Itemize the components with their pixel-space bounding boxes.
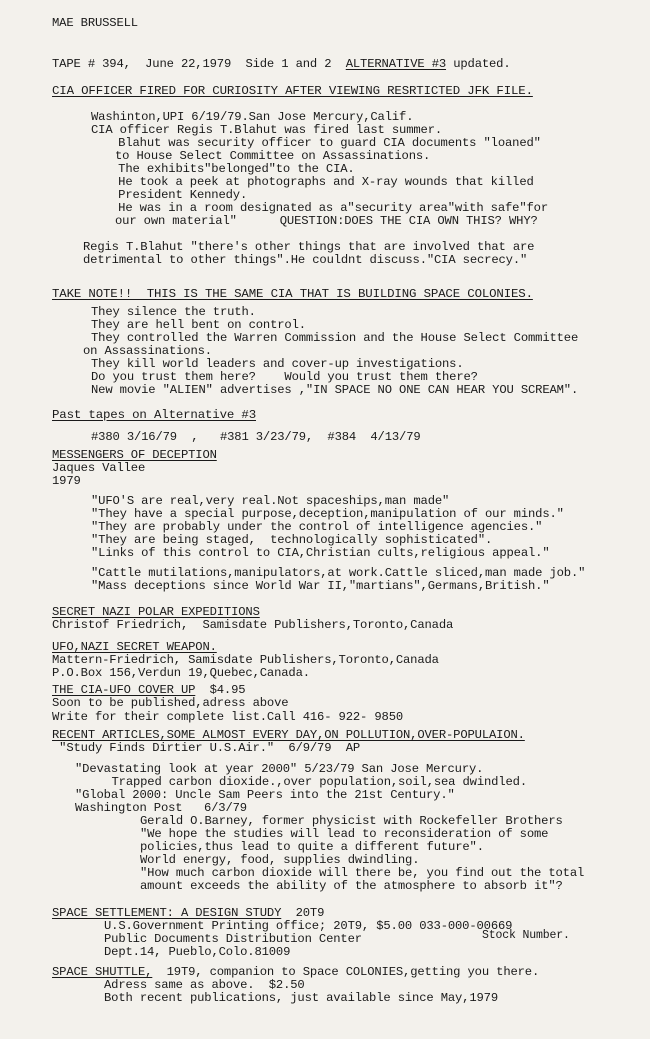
section8-line: Trapped carbon dioxide.,over population,soil,sea dwindled. [90,775,527,789]
section1-line: to House Select Committee on Assassinations. [115,149,431,163]
tape-tail: updated. [453,57,511,71]
section1-line: President Kennedy. [111,188,248,202]
tape-date: June 22,1979 [145,57,232,71]
section10-tail: 19T9, companion to Space COLONIES,getting you there. [166,965,540,979]
section6-line: P.O.Box 156,Verdun 19,Quebec,Canada. [52,666,310,680]
section8-line: "Study Finds Dirtier U.S.Air." 6/9/79 AP [52,741,361,755]
section2-line: They are hell bent on control. [91,318,306,332]
section8-line: "Devastating look at year 2000" 5/23/79 San Jose Mercury. [75,762,484,776]
section1-line: The exhibits"belonged"to the CIA. [111,162,355,176]
alternative-label: ALTERNATIVE #3 [345,57,447,71]
section8-line: "How much carbon dioxide will there be, you find out the total [140,866,585,880]
section1-line: our own material" QUESTION:DOES THE CIA OWN THIS? WHY? [115,214,538,228]
tape-line [52,58,511,71]
quote-line: "They are probably under the control of intelligence agencies." [91,520,543,534]
section2-line: on Assassinations. [83,344,212,358]
quote-line: "Links of this control to CIA,Christian cults,religious appeal." [91,546,550,560]
section8-line: Washington Post 6/3/79 [75,801,247,815]
section2-line: They controlled the Warren Commission and the House Select Committee [91,331,579,345]
section7-price: $4.95 [209,683,246,697]
section10-line: Adress same as above. $2.50 [104,978,305,992]
section7-line: Write for their complete list.Call 416- 922- 9850 [52,710,404,724]
section5-heading: SECRET NAZI POLAR EXPEDITIONS [52,605,260,619]
section9-line: Public Documents Distribution Center [104,932,362,946]
section8-heading: RECENT ARTICLES,SOME ALMOST EVERY DAY,ON POLLUTION,OVER-POPULAION. [52,728,525,742]
section5-line: Christof Friedrich, Samisdate Publishers,Toronto,Canada [52,618,454,632]
quote-line: "UFO'S are real,very real.Not spaceships,man made" [91,494,450,508]
section8-line: Gerald O.Barney, former physicist with Rockefeller Brothers [140,814,563,828]
section2-line: They kill world leaders and cover-up investigations. [91,357,464,371]
section2-line: Do you trust them here? Would you trust them there? [91,370,478,384]
section9-line: U.S.Government Printing office; 20T9, $5.00 033-000-00669 [104,919,513,933]
section6-heading: UFO,NAZI SECRET WEAPON. [52,640,217,654]
section8-line: World energy, food, supplies dwindling. [140,853,420,867]
section3-heading: Past tapes on Alternative #3 [52,408,256,422]
section1-line: Blahut was security officer to guard CIA documents "loaned" [111,136,541,150]
section2-line: They silence the truth. [91,305,256,319]
quote-line: "Cattle mutilations,manipulators,at work.Cattle sliced,man made job." [91,566,586,580]
section8-line: "We hope the studies will lead to reconsideration of some [140,827,549,841]
section1-line: He took a peek at photographs and X-ray wounds that killed [111,175,534,189]
section9-code: 20T9 [295,906,325,920]
section7-line: Soon to be published,adress above [52,696,289,710]
section2-heading: TAKE NOTE!! THIS IS THE SAME CIA THAT IS BUILDING SPACE COLONIES. [52,287,533,301]
tape-sides: Side 1 and 2 [245,57,332,71]
section1-line: Regis T.Blahut "there's other things that are involved that are [83,240,535,254]
section10-line: Both recent publications, just available since May,1979 [104,991,499,1005]
section9-line: Dept.14, Pueblo,Colo.81009 [104,945,291,959]
section9-heading: SPACE SETTLEMENT: A DESIGN STUDY [52,906,282,920]
section8-line: "Global 2000: Uncle Sam Peers into the 21st Century." [75,788,455,802]
past-tapes-list: #380 3/16/79 , #381 3/23/79, #384 4/13/79 [91,430,421,444]
section6-line: Mattern-Friedrich, Samisdate Publishers,Toronto,Canada [52,653,439,667]
section7-heading: THE CIA-UFO COVER UP [52,683,196,697]
section4-heading: MESSENGERS OF DECEPTION [52,448,217,462]
section1-line: Washinton,UPI 6/19/79.San Jose Mercury,Calif. [91,110,414,124]
quote-line: "Mass deceptions since World War II,"martians",Germans,British." [91,579,550,593]
section1-line: CIA officer Regis T.Blahut was fired last summer. [91,123,443,137]
section8-line: amount exceeds the ability of the atmosphere to absorb it"? [140,879,563,893]
quote-line: "They have a special purpose,deception,manipulation of our minds." [91,507,564,521]
tape-number: TAPE # 394, [52,57,131,71]
section10-heading: SPACE SHUTTLE, [52,965,153,979]
section8-line: policies,thus lead to quite a different future". [140,840,484,854]
section1-line: He was in a room designated as a"security area"with safe"for [111,201,548,215]
section1-line: detrimental to other things".He couldnt discuss."CIA secrecy." [83,253,528,267]
book-year: 1979 [52,474,81,488]
section1-heading: CIA OFFICER FIRED FOR CURIOSITY AFTER VIEWING RESRTICTED JFK FILE. [52,84,533,98]
author-header: MAE BRUSSELL [52,16,138,30]
quote-line: "They are being staged, technologically sophisticated". [91,533,493,547]
section2-line: New movie "ALIEN" advertises ,"IN SPACE NO ONE CAN HEAR YOU SCREAM". [91,383,579,397]
stock-number-label: Stock Number. [482,929,570,942]
book-author: Jaques Vallee [52,461,146,475]
